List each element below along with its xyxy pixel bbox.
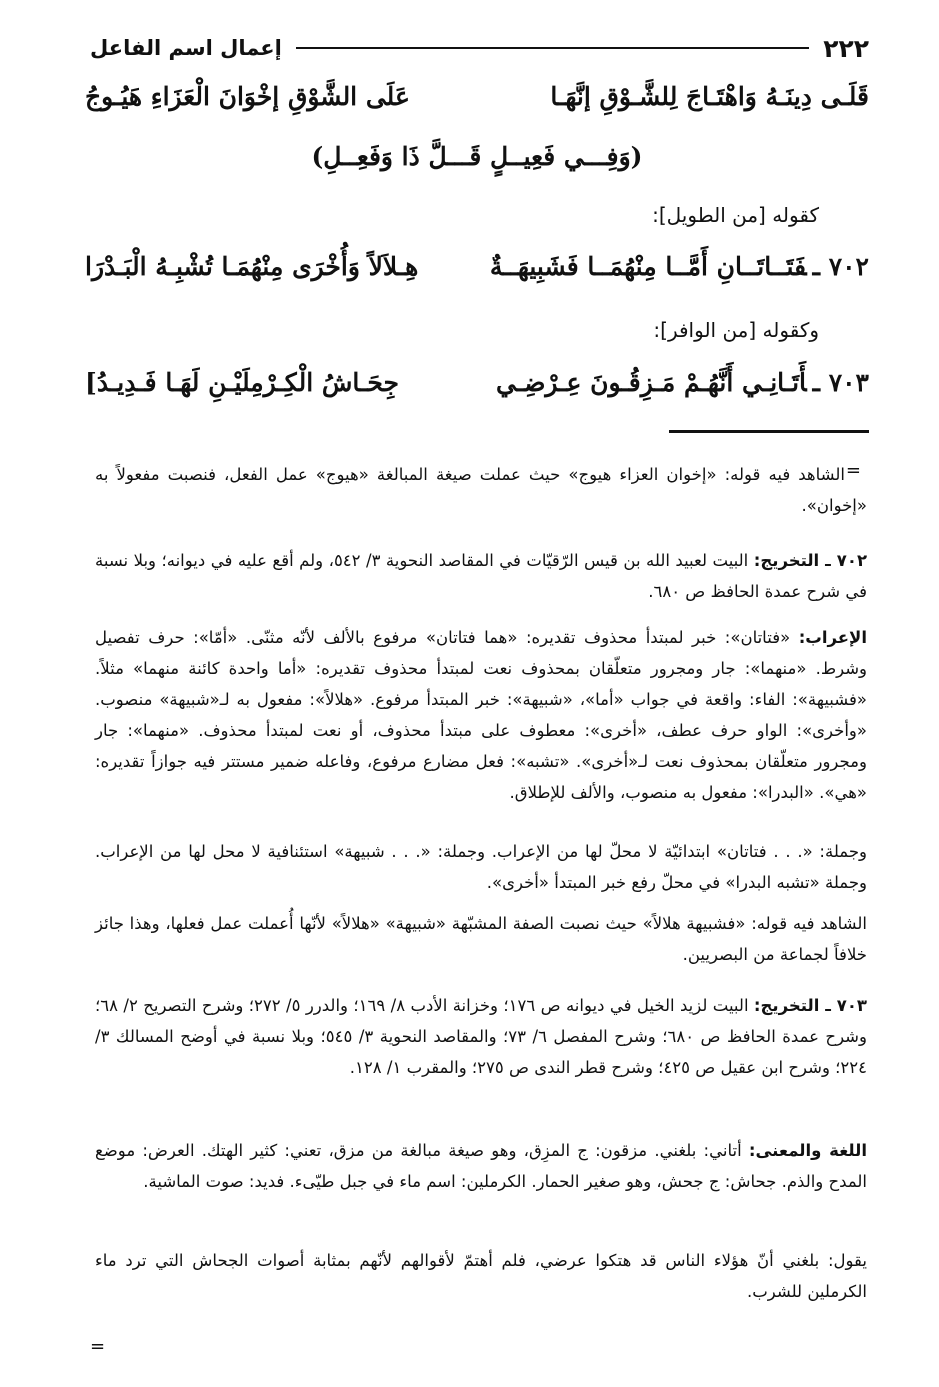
footnote-shahid-prev [95,459,867,521]
footnote-text: يقول: بلغني أنّ هؤلاء الناس قد هتكوا عرضي، فلم أهتمّ لأقوالهم لأنّهم بمثابة أصوات الجحاش التي ترد ماء الكرملين للشرب. [95,1251,867,1301]
footnote-text: «فتاتان»: خبر لمبتدأ محذوف تقديره: «هما فتاتان» مرفوع بالألف لأنّه مثنّى. «أمّا»: حرف تفصيل وشرط. «منهما»: جار ومجرور متعلّقان بمحذوف نعت لمبتدأ محذوف تقديره: «أما واحدة كائنة منهما» مثلاً. «فشبيهة»: الفاء: واقعة في جواب «أما»، «شبيهة»: خبر المبتدأ مرفوع. «هلالاً»: مفعول به لـ«شبيهة» منصوب. «وأخرى»: الواو حرف عطف، «أخرى»: معطوف على مبتدأ محذوف، أو نعت لمبتدأ محذوف. «منهما»: جار ومجرور متعلّقان بمحذوف نعت لـ«أخرى». «تشبه»: فعل مضارع مرفوع، وفاعله ضمير مستتر فيه جوازاً تقديره: «هي». «البدرا»: مفعول به منصوب، والألف للإطلاق. [95,628,867,802]
chapter-title: إعمال اسم الفاعل [90,36,282,60]
footnote-label: الإعراب: [798,628,867,647]
footnote-text: البيت لعبيد الله بن قيس الرّقيّات في المقاصد النحوية ٣/ ٥٤٢، ولم أقع عليه في ديوانه؛ وبلا نسبة في شرح عمدة الحافظ ص ٦٨٠. [95,551,867,601]
footnote-separator [669,430,869,433]
intro-703: وكقوله [من الوافر]: [653,318,819,342]
verse-703 [85,368,869,397]
footnote-703-meaning [95,1245,867,1307]
header-rule [296,47,809,49]
verse-first-half [490,252,869,281]
footnote-702-jumla [95,836,867,898]
verse-first-half [496,368,869,397]
verse-702 [85,252,869,281]
footnote-702-irab [95,622,867,808]
verse-first-half: قَلَـى دِينَـهُ وَاهْتَـاجَ لِلشَّـوْقِ إنَّهَـا [550,82,869,111]
page-header [90,28,869,68]
footnote-text: وجملة: «. . . فتاتان» ابتدائيّة لا محلّ لها من الإعراب. وجملة: «. . . شبيهة» استئنافية لا محل لها من الإعراب. وجملة «تشبه البدرا» في محلّ رفع خبر المبتدأ «أخرى». [95,842,867,892]
verse-second-half: هِـلاَلاً وَأُخْرَى مِنْهُمَـا تُشْبِـهُ الْبَـدْرَا [85,252,419,281]
footnote-702-shahid [95,908,867,970]
footnote-text: البيت لزيد الخيل في ديوانه ص ١٧٦؛ وخزانة الأدب ٨/ ١٦٩؛ والدرر ٥/ ٢٧٢؛ وشرح التصريح ٢/ ٦٨؛ وشرح عمدة الحافظ ص ٦٨٠؛ وشرح المفصل ٦/ ٧٣؛ والمقاصد النحوية ٣/ ٥٤٥؛ وبلا نسبة في أوضح المسالك ٣/ ٢٢٤؛ وشرح ابن عقيل ص ٤٢٥؛ وشرح قطر الندى ص ٢٧٥؛ والمقرب ١/ ١٢٨. [95,996,867,1077]
page-number: ٢٢٢ [823,33,869,63]
verse-prev [85,82,869,111]
continuation-marker-bottom: = [90,1336,106,1357]
continuation-marker: = [845,460,861,481]
footnote-label: ٧٠٣ ـ التخريج: [753,996,867,1015]
footnote-text: أتاني: بلغني. مزقون: ج المزِق، وهو صيغة مبالغة من مزق، تعني: كثير الهتك. العرض: موضع المدح والذم. جحاش: ج جحش، وهو صغير الحمار. الكرملين: اسم ماء في جبل طيّىء. فديد: صوت الماشية. [95,1141,867,1191]
footnote-text: الشاهد فيه قوله: «فشبيهة هلالاً» حيث نصبت الصفة المشبّهة «شبيهة» «هلالاً» لأنّها أُعملت عمل فعلها، وهذا جائز خلافاً لجماعة من البصريين. [95,914,867,964]
footnote-702-takhrij [95,545,867,607]
verse-second-half: عَلَى الشَّوْقِ إخْوَانَ الْعَزَاءِ هَيُـوجُ [85,82,410,111]
footnote-label: اللغة والمعنى: [748,1141,867,1160]
verse-text: أَتَـانِـي أَنَّهُـمْ مَـزِقُـونَ عِـرْضِـي [496,368,807,397]
footnote-text: الشاهد فيه قوله: «إخوان العزاء هيوج» حيث عملت صيغة المبالغة «هيوج» عمل الفعل، فنصبت مفعولاً به «إخوان». [95,465,867,515]
footnote-703-lugha [95,1135,867,1197]
verse-second-half: جِحَـاشُ الْكِـرْمِلَيْـنِ لَهَـا فَـدِيـدُ] [85,368,399,397]
verse-text: فَتَــاتَــانِ أَمَّــا مِنْهُمَــا فَشَبِيهَــةٌ [489,252,807,281]
footnote-label: ٧٠٢ ـ التخريج: [753,551,868,570]
footnote-703-takhrij [95,990,867,1083]
verse-alfiya-line: (وَفِـــي فَعِيــلٍ قَـــلَّ ذَا وَفَعِــلِ) [311,142,643,171]
intro-702: كقوله [من الطويل]: [652,203,819,227]
verse-number: ٧٠٣ ـ [812,368,869,397]
verse-number: ٧٠٢ ـ [812,252,869,281]
